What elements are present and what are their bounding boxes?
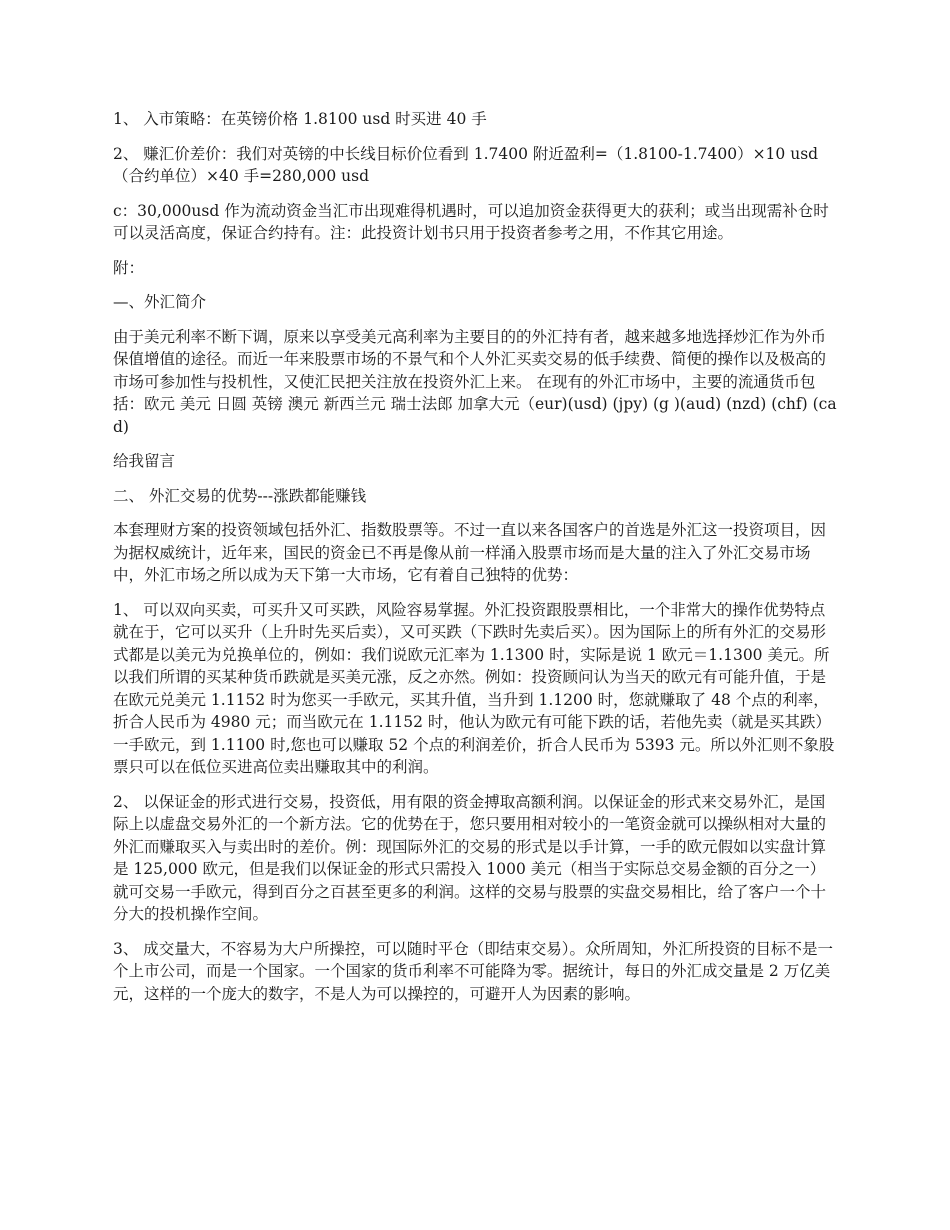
heading-forex-intro: —、外汇简介 — [113, 293, 207, 311]
heading-forex-advantages: 二、 外汇交易的优势---涨跌都能赚钱 — [113, 486, 367, 505]
paragraph-advantage-3: 3、 成交量大，不容易为大户所操控，可以随时平仓（即结束交易）。众所周知，外汇所投资的目标不是一个上市公司，而是一个国家。一个国家的货币利率不可能降为零。据统计，每日的外汇成交量是 2 万亿美元，这样的一个庞大的数字，不是人为可以操控的，可避开人为因素的影响。 — [113, 939, 834, 1003]
paragraph-advantages-intro: 本套理财方案的投资领域包括外汇、指数股票等。不过一直以来各国客户的首选是外汇这一投资项目，因为据权威统计，近年来，国民的资金已不再是像从前一样涌入股票市场而是大量的注入了外汇交易市场中，外汇市场之所以成为天下第一大市场，它有着自己独特的优势： — [113, 521, 827, 584]
paragraph-liquidity-note: c：30,000usd 作为流动资金当汇市出现难得机遇时，可以追加资金获得更大的获利；或当出现需补仓时可以灵活高度，保证合约持有。注：此投资计划书只用于投资者参考之用，不作其它用途。 — [113, 201, 829, 242]
paragraph-entry-strategy: 1、 入市策略：在英镑价格 1.8100 usd 时买进 40 手 — [113, 110, 487, 128]
paragraph-profit-calculation: 2、 赚汇价差价：我们对英镑的中长线目标价位看到 1.7400 附近盈利=（1.8100-1.7400）×10 usd（合约单位）×40 手=280,000 usd — [113, 144, 819, 185]
leave-message-text: 给我留言 — [113, 452, 176, 470]
paragraph-advantage-2: 2、 以保证金的形式进行交易，投资低，用有限的资金搏取高额利润。以保证金的形式来交易外汇，是国际上以虚盘交易外汇的一个新方法。它的优势在于，您只要用相对较小的一笔资金就可以操纵相对大量的外汇而赚取买入与卖出时的差价。例：现国际外汇的交易的形式是以手计算，一手的欧元假如以实盘计算是 125,000 欧元，但是我们以保证金的形式只需投入 1000 美元（相当于实际总交易金额的百分之一）就可交易一手欧元，得到百分之百甚至更多的利润。这样的交易与股票的实盘交易相比，给了客户一个十分大的投机操作空间。 — [113, 792, 827, 923]
paragraph-advantage-1: 1、 可以双向买卖，可买升又可买跌，风险容易掌握。外汇投资跟股票相比，一个非常大的操作优势特点就在于，它可以买升（上升时先买后卖），又可买跌（下跌时先卖后买）。因为国际上的所有外汇的交易形式都是以美元为兑换单位的，例如：我们说欧元汇率为 1.1300 时，实际是说 1 欧元＝1.1300 美元。所以我们所谓的买某种货币跌就是买美元涨，反之亦然。例如：投资顾问认为当天的欧元有可能升值，于是在欧元兑美元 1.1152 时为您买一手欧元，买其升值，当升到 1.1200 时，您就赚取了 48 个点的利率，折合人民币为 4980 元；而当欧元在 1.1152 时，他认为欧元有可能下跌的话，若他先卖（就是买其跌）一手欧元，到 1.1100 时,您也可以赚取 52 个点的利润差价，折合人民币为 5393 元。所以外汇则不象股票只可以在低位买进高位卖出赚取其中的利润。 — [113, 600, 835, 776]
paragraph-appendix-label: 附： — [113, 258, 145, 277]
paragraph-forex-intro: 由于美元利率不断下调，原来以享受美元高利率为主要目的的外汇持有者，越来越多地选择炒汇作为外币保值增值的途径。而近一年来股票市场的不景气和个人外汇买卖交易的低手续费、简便的操作以及极高的市场可参加性与投机性，又使汇民把关注放在投资外汇上来。 在现有的外汇市场中，主要的流通货币包括：欧元 美元 日圆 英镑 澳元 新西兰元 瑞士法郎 加拿大元（eur)(usd) (jpy) (g )(aud) (nzd) (chf) (cad) — [113, 327, 837, 436]
document-body — [113, 108, 837, 1017]
